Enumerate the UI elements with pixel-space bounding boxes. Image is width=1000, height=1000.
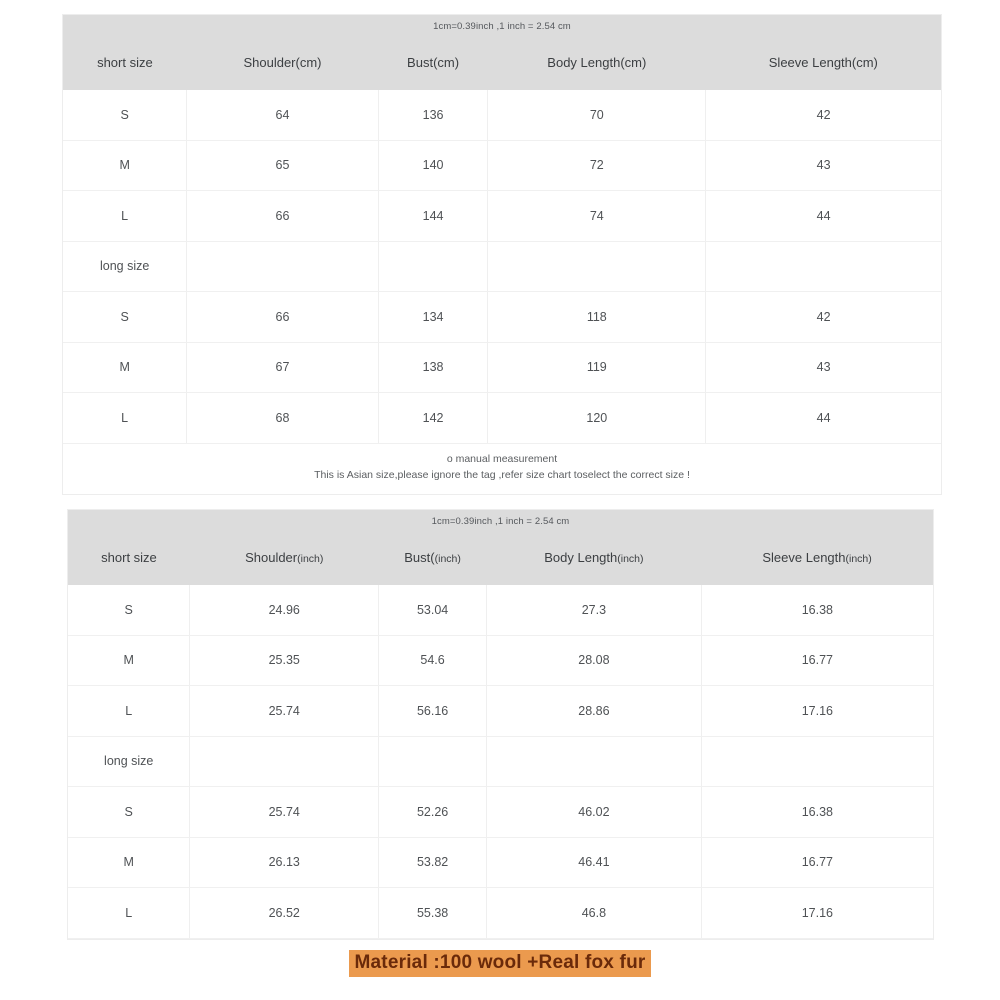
column-header-shoulder-label: Shoulder	[243, 54, 296, 70]
cell-size: M	[63, 140, 187, 191]
table-row	[68, 837, 933, 888]
cell-sleeve-length: 16.77	[701, 635, 933, 686]
material-text: Material :100 wool +Real fox fur	[349, 950, 652, 977]
cell-shoulder	[190, 736, 379, 787]
table-group-row-long-size	[68, 736, 933, 787]
cell-size: S	[68, 787, 190, 838]
table-row	[68, 787, 933, 838]
cell-bust: 52.26	[379, 787, 487, 838]
cell-bust: 53.82	[379, 837, 487, 888]
table-row	[63, 90, 941, 140]
footnote-asian-size: This is Asian size,please ignore the tag ,refer size chart toselect the correct size !	[314, 468, 690, 481]
conversion-note-inch: 1cm=0.39inch ,1 inch = 2.54 cm	[431, 516, 570, 527]
cell-body-length: 74	[488, 191, 706, 242]
cell-body-length: 46.41	[487, 837, 702, 888]
cell-size: S	[68, 585, 190, 635]
cell-size: M	[63, 342, 187, 393]
cell-sleeve-length: 44	[706, 191, 941, 242]
chart-cm-header	[63, 15, 941, 90]
material-banner	[0, 950, 1000, 977]
cell-shoulder: 66	[187, 191, 378, 242]
cell-bust: 144	[378, 191, 488, 242]
cell-shoulder: 68	[187, 393, 378, 444]
cell-shoulder: 24.96	[190, 585, 379, 635]
table-row	[63, 292, 941, 343]
cell-body-length: 120	[488, 393, 706, 444]
cell-sleeve-length: 42	[706, 90, 941, 140]
cell-shoulder: 64	[187, 90, 378, 140]
column-header-sleeve-length-label: Sleeve Length	[768, 54, 852, 70]
size-chart-inch	[67, 509, 934, 940]
column-header-size	[63, 34, 187, 90]
cell-bust	[379, 736, 487, 787]
cell-group-label: long size	[63, 241, 187, 292]
size-table-cm-body	[63, 90, 941, 444]
cell-body-length: 118	[488, 292, 706, 343]
column-header-bust	[379, 529, 487, 585]
cell-bust: 142	[378, 393, 488, 444]
column-header-bust	[378, 34, 488, 90]
column-header-sleeve-length	[706, 34, 941, 90]
cell-sleeve-length: 43	[706, 140, 941, 191]
size-table-inch-header	[68, 529, 933, 585]
cell-bust: 134	[378, 292, 488, 343]
cell-sleeve-length: 17.16	[701, 888, 933, 939]
column-header-bust-label: Bust	[407, 54, 434, 70]
column-header-sleeve-length	[701, 529, 933, 585]
cell-size: S	[63, 90, 187, 140]
cell-shoulder: 25.74	[190, 787, 379, 838]
cut-off-text	[0, 984, 1000, 1000]
column-header-bust-unit: (inch)	[434, 552, 461, 565]
column-header-body-length-unit: (inch)	[617, 552, 644, 565]
column-header-body-length-label: Body Length	[544, 549, 618, 565]
size-table-cm-header	[63, 34, 941, 90]
column-header-shoulder-label: Shoulder	[245, 549, 298, 565]
cell-size: L	[68, 686, 190, 737]
table-row	[63, 140, 941, 191]
size-chart-cm	[62, 14, 942, 495]
cell-sleeve-length	[706, 241, 941, 292]
cell-body-length	[487, 736, 702, 787]
table-header-row	[63, 34, 941, 90]
table-group-row-long-size	[63, 241, 941, 292]
cell-sleeve-length	[701, 736, 933, 787]
conversion-note-cm: 1cm=0.39inch ,1 inch = 2.54 cm	[433, 21, 571, 32]
column-header-sleeve-length-label: Sleeve Length	[762, 549, 846, 565]
cell-sleeve-length: 16.38	[701, 585, 933, 635]
column-header-shoulder-unit: (cm)	[295, 54, 322, 70]
cell-body-length: 27.3	[487, 585, 702, 635]
cell-shoulder: 26.13	[190, 837, 379, 888]
table-row	[68, 888, 933, 939]
column-header-shoulder-unit: (inch)	[297, 552, 324, 565]
cell-shoulder: 65	[187, 140, 378, 191]
cell-bust: 138	[378, 342, 488, 393]
cell-shoulder: 25.35	[190, 635, 379, 686]
cell-bust: 54.6	[379, 635, 487, 686]
cell-sleeve-length: 42	[706, 292, 941, 343]
table-row	[68, 635, 933, 686]
cell-bust: 136	[378, 90, 488, 140]
column-header-size-label: short size	[101, 549, 157, 565]
footnote-manual-measurement: o manual measurement	[446, 452, 558, 465]
cell-body-length: 46.8	[487, 888, 702, 939]
cell-size: L	[63, 191, 187, 242]
cell-size: L	[63, 393, 187, 444]
cell-size: M	[68, 837, 190, 888]
cell-sleeve-length: 44	[706, 393, 941, 444]
column-header-shoulder	[187, 34, 378, 90]
cell-bust	[378, 241, 488, 292]
table-row	[68, 686, 933, 737]
column-header-size-label: short size	[97, 54, 153, 70]
cell-size: L	[68, 888, 190, 939]
cell-size: S	[63, 292, 187, 343]
cell-sleeve-length: 43	[706, 342, 941, 393]
cell-bust: 56.16	[379, 686, 487, 737]
cell-shoulder: 26.52	[190, 888, 379, 939]
column-header-body-length-unit: (cm)	[620, 54, 647, 70]
cell-shoulder: 25.74	[190, 686, 379, 737]
cell-body-length	[488, 241, 706, 292]
column-header-size	[68, 529, 190, 585]
chart-inch-header	[68, 510, 933, 585]
cell-body-length: 46.02	[487, 787, 702, 838]
cell-sleeve-length: 16.38	[701, 787, 933, 838]
chart-cm-footnotes	[63, 444, 941, 494]
cell-bust: 55.38	[379, 888, 487, 939]
column-header-sleeve-length-unit: (cm)	[851, 54, 878, 70]
table-row	[63, 342, 941, 393]
column-header-body-length	[488, 34, 706, 90]
cell-shoulder: 66	[187, 292, 378, 343]
cell-shoulder: 67	[187, 342, 378, 393]
column-header-body-length-label: Body Length	[547, 54, 621, 70]
cell-group-label: long size	[68, 736, 190, 787]
table-header-row	[68, 529, 933, 585]
cell-sleeve-length: 17.16	[701, 686, 933, 737]
column-header-shoulder	[190, 529, 379, 585]
table-row	[63, 191, 941, 242]
column-header-body-length	[487, 529, 702, 585]
column-header-bust-unit: (cm)	[433, 54, 460, 70]
cell-shoulder	[187, 241, 378, 292]
cell-body-length: 28.86	[487, 686, 702, 737]
cell-body-length: 70	[488, 90, 706, 140]
cell-sleeve-length: 16.77	[701, 837, 933, 888]
table-row	[63, 393, 941, 444]
table-row	[68, 585, 933, 635]
cell-body-length: 72	[488, 140, 706, 191]
column-header-sleeve-length-unit: (inch)	[845, 552, 872, 565]
size-table-inch-body	[68, 585, 933, 939]
cell-size: M	[68, 635, 190, 686]
cell-body-length: 119	[488, 342, 706, 393]
cell-bust: 140	[378, 140, 488, 191]
cell-bust: 53.04	[379, 585, 487, 635]
column-header-bust-label: Bust(	[404, 549, 435, 565]
cell-body-length: 28.08	[487, 635, 702, 686]
